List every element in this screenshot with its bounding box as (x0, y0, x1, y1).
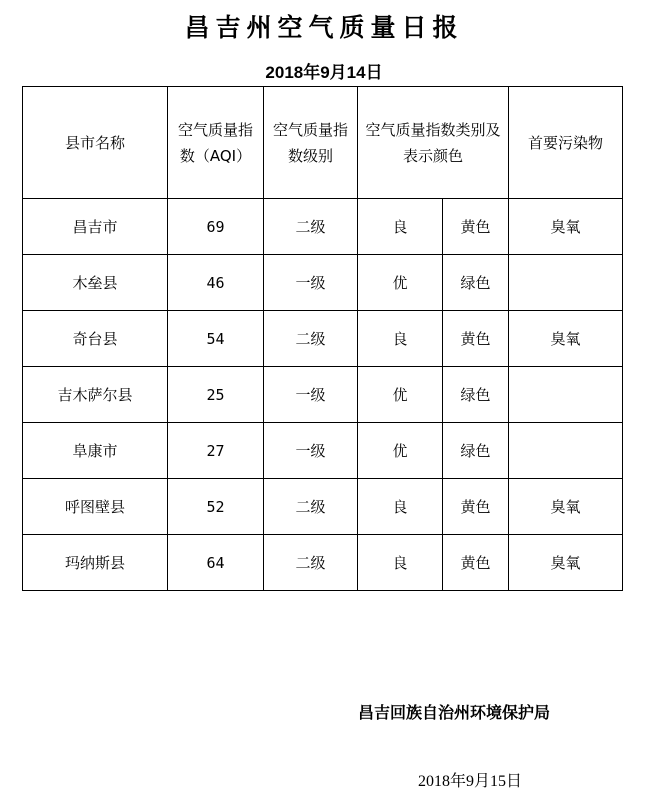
county-cell: 阜康市 (23, 423, 168, 479)
level-cell: 二级 (264, 479, 358, 535)
aqi-cell: 64 (168, 535, 264, 591)
pollutant-cell: 臭氧 (509, 311, 623, 367)
county-cell: 呼图壁县 (23, 479, 168, 535)
category-cell: 良 (358, 311, 443, 367)
issuing-authority: 昌吉回族自治州环境保护局 (358, 703, 551, 722)
color-cell: 绿色 (443, 255, 509, 311)
aqi-cell: 25 (168, 367, 264, 423)
aqi-cell: 46 (168, 255, 264, 311)
header-county-label: 县市名称 (64, 133, 125, 152)
table-row (23, 255, 623, 311)
header-category (358, 87, 509, 199)
category-cell: 良 (358, 199, 443, 255)
level-cell: 一级 (264, 367, 358, 423)
level-cell: 二级 (264, 535, 358, 591)
category-cell: 良 (358, 479, 443, 535)
pollutant-cell: 臭氧 (509, 199, 623, 255)
category-cell: 优 (358, 423, 443, 479)
level-cell: 一级 (264, 255, 358, 311)
header-level (264, 87, 358, 199)
color-cell: 黄色 (443, 535, 509, 591)
header-pollutant-label: 首要污染物 (527, 133, 603, 152)
aqi-cell: 52 (168, 479, 264, 535)
table-header-row (23, 87, 623, 199)
air-quality-table (22, 86, 623, 591)
header-pollutant (509, 87, 623, 199)
level-cell: 一级 (264, 423, 358, 479)
county-cell: 木垒县 (23, 255, 168, 311)
table-row (23, 479, 623, 535)
report-title: 昌吉州空气质量日报 (184, 13, 464, 42)
level-cell: 二级 (264, 199, 358, 255)
header-county (23, 87, 168, 199)
county-cell: 昌吉市 (23, 199, 168, 255)
header-level-label: 空气质量指数级别 (272, 120, 348, 165)
county-cell: 吉木萨尔县 (23, 367, 168, 423)
issue-date: 2018年9月15日 (418, 773, 523, 790)
report-date: 2018年9月14日 (265, 63, 383, 82)
table-row (23, 367, 623, 423)
header-category-label: 空气质量指数类别及表示颜色 (365, 120, 501, 165)
county-cell: 奇台县 (23, 311, 168, 367)
pollutant-cell (509, 423, 623, 479)
header-aqi (168, 87, 264, 199)
aqi-cell: 69 (168, 199, 264, 255)
category-cell: 优 (358, 367, 443, 423)
pollutant-cell (509, 255, 623, 311)
pollutant-cell: 臭氧 (509, 479, 623, 535)
category-cell: 良 (358, 535, 443, 591)
level-cell: 二级 (264, 311, 358, 367)
pollutant-cell: 臭氧 (509, 535, 623, 591)
table-row (23, 311, 623, 367)
aqi-cell: 54 (168, 311, 264, 367)
header-aqi-label: 空气质量指数（AQI） (177, 120, 253, 165)
color-cell: 绿色 (443, 367, 509, 423)
color-cell: 绿色 (443, 423, 509, 479)
pollutant-cell (509, 367, 623, 423)
color-cell: 黄色 (443, 311, 509, 367)
county-cell: 玛纳斯县 (23, 535, 168, 591)
table-row (23, 535, 623, 591)
table-row (23, 199, 623, 255)
color-cell: 黄色 (443, 479, 509, 535)
aqi-cell: 27 (168, 423, 264, 479)
color-cell: 黄色 (443, 199, 509, 255)
category-cell: 优 (358, 255, 443, 311)
table-row (23, 423, 623, 479)
